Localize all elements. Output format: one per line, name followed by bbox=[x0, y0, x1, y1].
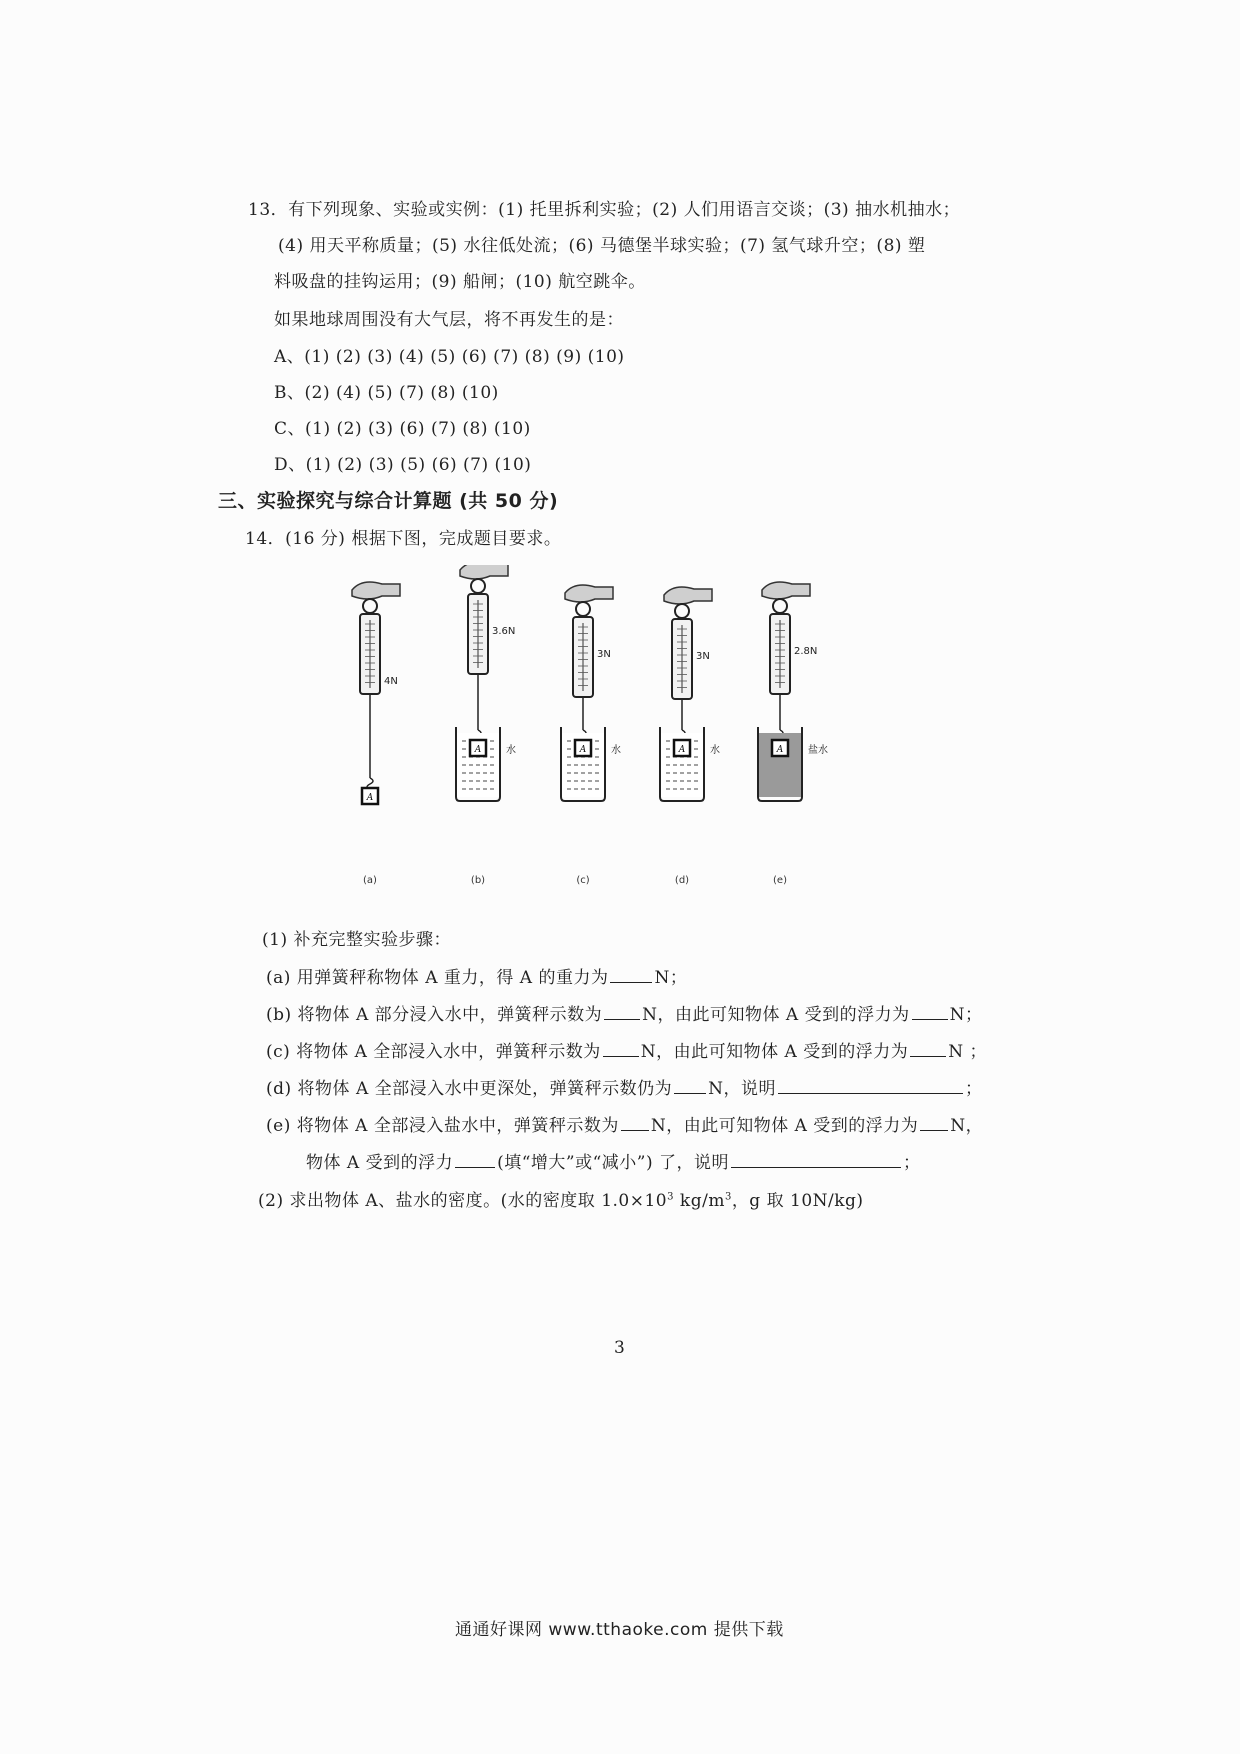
balance-ring bbox=[773, 599, 787, 613]
section3-title: 三、实验探究与综合计算题 (共 50 分) bbox=[218, 490, 559, 512]
object-a-label: A bbox=[678, 745, 686, 755]
step-e-text6: ； bbox=[903, 1153, 921, 1173]
q13-option-c: C、(1) (2) (3) (6) (7) (8) (10) bbox=[274, 419, 531, 439]
spring-balance-figure bbox=[330, 565, 850, 895]
step-b-text1: (b) 将物体 A 部分浸入水中，弹簧秤示数为 bbox=[266, 1005, 603, 1025]
q14-part1-title: (1) 补充完整实验步骤： bbox=[262, 930, 451, 950]
figure-caption: (b) bbox=[470, 875, 486, 886]
answer-blank[interactable] bbox=[603, 1040, 639, 1057]
answer-blank[interactable] bbox=[912, 1003, 948, 1020]
part2-exponent2: 3 bbox=[724, 1191, 732, 1203]
q14-part2 bbox=[258, 1186, 864, 1211]
q14-step-e bbox=[266, 1111, 983, 1136]
step-d-text2: N，说明 bbox=[708, 1079, 777, 1099]
part2-text2: kg/m bbox=[674, 1191, 725, 1211]
hand-support bbox=[565, 585, 613, 602]
answer-blank[interactable] bbox=[604, 1003, 640, 1020]
liquid-label: 水 bbox=[710, 745, 720, 756]
q14-step-a bbox=[266, 963, 687, 988]
part2-text3: ，g 取 10N/kg) bbox=[731, 1191, 864, 1211]
q13-option-b: B、(2) (4) (5) (7) (8) (10) bbox=[274, 383, 499, 403]
answer-blank[interactable] bbox=[778, 1077, 963, 1094]
balance-ring bbox=[471, 579, 485, 593]
step-e-text4: 物体 A 受到的浮力 bbox=[306, 1153, 454, 1173]
figure-caption: (d) bbox=[674, 875, 690, 886]
balance-ring bbox=[576, 602, 590, 616]
answer-blank[interactable] bbox=[910, 1040, 946, 1057]
hand-support bbox=[762, 582, 810, 599]
figure-caption: (c) bbox=[576, 875, 590, 886]
object-a-label: A bbox=[776, 745, 784, 755]
q13-option-a: A、(1) (2) (3) (4) (5) (6) (7) (8) (9) (10) bbox=[274, 347, 625, 367]
q14-step-d bbox=[266, 1074, 983, 1099]
step-e-text5: (填“增大”或“减小”) 了，说明 bbox=[497, 1153, 730, 1173]
q13-stem-line2: (4) 用天平称质量；(5) 水往低处流；(6) 马德堡半球实验；(7) 氢气球升空；(8) 塑 bbox=[278, 236, 926, 256]
hand-support bbox=[352, 582, 400, 599]
step-a-text1: (a) 用弹簧秤称物体 A 重力，得 A 的重力为 bbox=[266, 968, 609, 988]
object-a-label: A bbox=[366, 793, 374, 803]
q13-stem-line1: 13．有下列现象、实验或实例：(1) 托里拆利实验；(2) 人们用语言交谈；(3) 抽水机抽水； bbox=[248, 200, 961, 220]
step-d-text3: ； bbox=[965, 1079, 983, 1099]
balance-ring bbox=[363, 599, 377, 613]
balance-ring bbox=[675, 604, 689, 618]
answer-blank[interactable] bbox=[920, 1114, 948, 1131]
footer-credit: 通通好课网 www.tthaoke.com 提供下载 bbox=[455, 1620, 784, 1640]
q14-step-c bbox=[266, 1037, 987, 1062]
hand-support bbox=[460, 565, 508, 579]
step-b-text3: N； bbox=[949, 1005, 983, 1025]
liquid-label: 水 bbox=[506, 745, 516, 756]
step-e-text2: N，由此可知物体 A 受到的浮力为 bbox=[650, 1116, 919, 1136]
liquid-label: 水 bbox=[611, 745, 621, 756]
step-b-text2: N，由此可知物体 A 受到的浮力为 bbox=[642, 1005, 910, 1025]
figure-caption: (a) bbox=[363, 875, 377, 886]
step-d-text1: (d) 将物体 A 全部浸入水中更深处，弹簧秤示数仍为 bbox=[266, 1079, 673, 1099]
part2-exponent1: 3 bbox=[667, 1191, 674, 1203]
q13-option-d: D、(1) (2) (3) (5) (6) (7) (10) bbox=[274, 455, 532, 475]
figure-caption: (e) bbox=[773, 875, 787, 886]
answer-blank[interactable] bbox=[674, 1077, 706, 1094]
answer-blank[interactable] bbox=[731, 1151, 901, 1168]
answer-blank[interactable] bbox=[621, 1114, 649, 1131]
page-number: 3 bbox=[614, 1338, 625, 1358]
reading-label: 3N bbox=[696, 651, 710, 662]
reading-label: 4N bbox=[384, 676, 398, 687]
reading-label: 3N bbox=[597, 649, 611, 660]
q14-stem: 14．(16 分) 根据下图，完成题目要求。 bbox=[245, 529, 562, 549]
step-c-text1: (c) 将物体 A 全部浸入水中，弹簧秤示数为 bbox=[266, 1042, 601, 1062]
reading-label: 3.6N bbox=[492, 626, 516, 637]
q13-question: 如果地球周围没有大气层，将不再发生的是： bbox=[274, 310, 624, 330]
liquid-label: 盐水 bbox=[808, 745, 828, 756]
step-e-text1: (e) 将物体 A 全部浸入盐水中，弹簧秤示数为 bbox=[266, 1116, 619, 1136]
reading-label: 2.8N bbox=[794, 646, 818, 657]
step-c-text3: N ； bbox=[948, 1042, 988, 1062]
step-c-text2: N，由此可知物体 A 受到的浮力为 bbox=[640, 1042, 909, 1062]
step-e-text3: N， bbox=[950, 1116, 984, 1136]
part2-text1: (2) 求出物体 A、盐水的密度。(水的密度取 1.0×10 bbox=[258, 1191, 668, 1211]
answer-blank[interactable] bbox=[610, 966, 652, 983]
hand-support bbox=[664, 587, 712, 604]
object-a-label: A bbox=[474, 745, 482, 755]
answer-blank[interactable] bbox=[455, 1151, 495, 1168]
q14-step-b bbox=[266, 1000, 982, 1025]
step-a-text2: N； bbox=[654, 968, 688, 988]
object-a-label: A bbox=[579, 745, 587, 755]
q13-stem-line3: 料吸盘的挂钩运用；(9) 船闸；(10) 航空跳伞。 bbox=[274, 272, 646, 292]
q14-step-e-cont bbox=[306, 1148, 921, 1173]
